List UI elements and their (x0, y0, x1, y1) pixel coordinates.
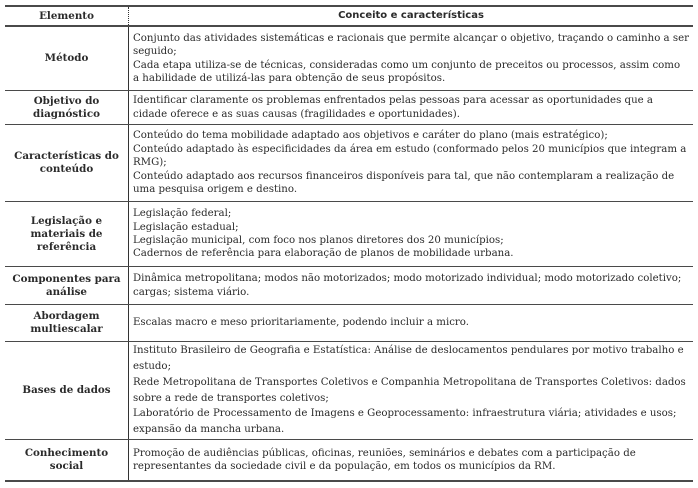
row-element: Componentes para análise (5, 267, 129, 304)
description-line: Legislação municipal, com foco nos planos diretores dos 20 municípios; (133, 235, 504, 246)
row-element: Legislação e materiais de referência (5, 202, 129, 266)
table-header (5, 5, 693, 27)
row-description (129, 305, 693, 341)
row-description (129, 440, 693, 480)
row-element: Bases de dados (5, 342, 129, 439)
description-line: Rede Metropolitana de Transportes Coletivos e Companhia Metropolitana de Transportes Coletivos: dados sobre a rede de transportes coletivos; (133, 376, 686, 404)
description-line: Escalas macro e meso prioritariamente, podendo incluir a micro. (133, 317, 469, 329)
row-description (129, 342, 693, 439)
header-elemento: Elemento (5, 7, 129, 25)
table-row-objetivo (5, 91, 693, 125)
header-conceito: Conceito e características (338, 10, 484, 22)
description-line: Promoção de audiências públicas, oficinas, reuniões, seminários e debates com a participação de representantes da sociedade civil e da população, em todos os municípios da RM. (133, 447, 636, 472)
description-line: Identificar claramente os problemas enfrentados pelas pessoas para acessar as oportunidades que a cidade oferece e as suas causas (fragilidades e oportunidades). (133, 95, 653, 120)
table-row-legislacao (5, 202, 693, 267)
row-element: Objetivo do diagnóstico (5, 91, 129, 124)
description-line: Legislação federal; (133, 208, 232, 220)
table-row-bases-de-dados (5, 342, 693, 440)
description-line: Cadernos de referência para elaboração de planos de mobilidade urbana. (133, 248, 514, 260)
row-description (129, 91, 693, 124)
table-row-abordagem (5, 305, 693, 342)
row-element: Método (5, 27, 129, 90)
description-line: Conteúdo adaptado aos recursos financeiros disponíveis para tal, que não contemplaram a realização de uma pesquisa origem e destino. (133, 170, 675, 196)
description-line: Dinâmica metropolitana; modos não motorizados; modo motorizado individual; modo motorizado coletivo; cargas; sistema viário. (133, 273, 682, 298)
table-row-caracteristicas (5, 125, 693, 202)
table-row-componentes (5, 267, 693, 305)
row-description (129, 27, 693, 90)
description-line: Conteúdo do tema mobilidade adaptado aos objetivos e caráter do plano (mais estratégico); (133, 130, 608, 142)
row-element: Características do conteúdo (5, 125, 129, 201)
row-element: Abordagem multiescalar (5, 305, 129, 341)
row-description (129, 202, 693, 266)
description-line: Conteúdo adaptado às especificidades da área em estudo (conformado pelos 20 municípios que integram a RMG); (133, 143, 687, 169)
table-row-conhecimento-social (5, 440, 693, 482)
concept-table (5, 5, 693, 482)
row-description (129, 125, 693, 201)
row-description (129, 267, 693, 304)
table-row-metodo (5, 27, 693, 91)
description-line: Laboratório de Processamento de Imagens e Geoprocessamento: infraestrutura viária; atividades e usos; expansão da mancha urbana. (133, 408, 677, 436)
description-line: Cada etapa utiliza-se de técnicas, consideradas como um conjunto de preceitos ou processos, assim como a habilidade de utilizá-las para obtenção de seus propósitos. (133, 59, 681, 84)
row-element: Conhecimento social (5, 440, 129, 480)
description-line: Legislação estadual; (133, 221, 239, 233)
description-line: Conjunto das atividades sistemáticas e racionais que permite alcançar o objetivo, traçando o caminho a ser seguido; (133, 32, 689, 58)
description-line: Instituto Brasileiro de Geografia e Estatística: Análise de deslocamentos pendulares por motivo trabalho e estudo; (133, 345, 684, 372)
